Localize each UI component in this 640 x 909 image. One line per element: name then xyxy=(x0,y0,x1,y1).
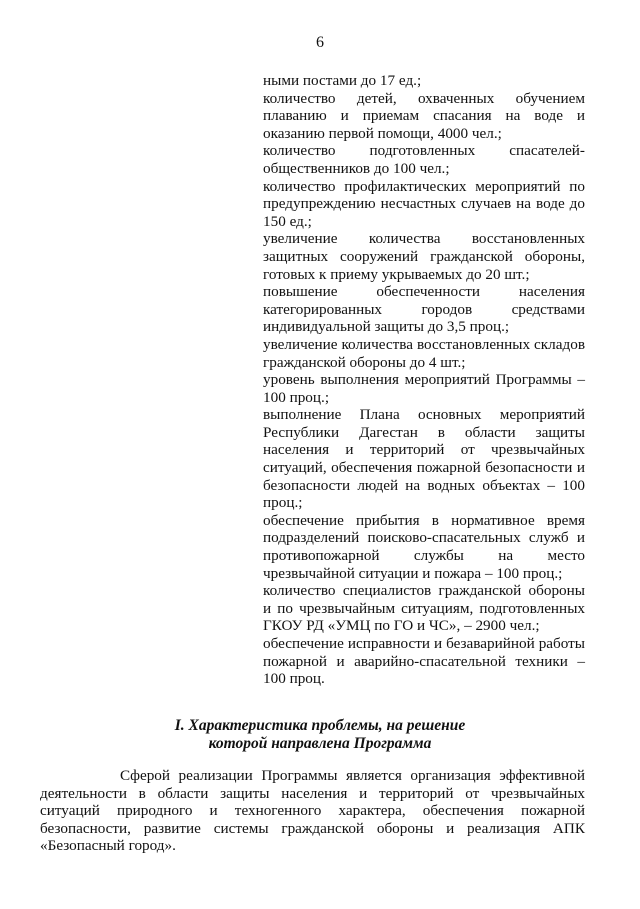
list-item: количество подготовленных спасателей-общественников до 100 чел.; xyxy=(263,142,585,177)
list-item: количество профилактических мероприятий по предупреждению несчастных случаев на воде до 150 ед.; xyxy=(263,177,585,230)
section-heading-line-2: которой направлена Программа xyxy=(208,735,432,752)
list-item: обеспечение прибытия в нормативное время подразделений поисково-спасательных служб и противопожарной службы на место чрезвычайной ситуации и пожара – 100 проц.; xyxy=(263,511,585,582)
list-item: ными постами до 17 ед.; xyxy=(263,72,422,89)
list-item: обеспечение исправности и безаварийной работы пожарной и аварийно-спасательной техники – 100 проц. xyxy=(263,635,585,688)
section-heading-line-1: I. Характеристика проблемы, на решение xyxy=(174,717,466,734)
list-item: увеличение количества восстановленных складов гражданской обороны до 4 шт.; xyxy=(263,335,585,371)
list-item: выполнение Плана основных мероприятий Республики Дагестан в области защиты населения и территорий от чрезвычайных ситуаций, обеспечения пожарной безопасности и безопасности людей на водных объектах – 100 проц.; xyxy=(263,406,585,512)
list-item: количество детей, охваченных обучением плаванию и приемам спасания на воде и оказанию первой помощи, 4000 чел.; xyxy=(263,89,585,142)
list-item: увеличение количества восстановленных защитных сооружений гражданской обороны, готовых к приему укрываемых до 20 шт.; xyxy=(263,230,585,283)
list-item: уровень выполнения мероприятий Программы – 100 проц.; xyxy=(263,371,585,406)
section-body xyxy=(40,767,585,855)
body-paragraph: Сферой реализации Программы является организация эффективной деятельности в области защиты населения и территорий от чрезвычайных ситуаций природного и техногенного характера, обеспечения пожарной безопасности, развитие системы гражданской обороны и реализация АПК «Безопасный город». xyxy=(40,767,585,855)
indicator-list xyxy=(263,72,585,688)
page-number: 6 xyxy=(316,34,324,51)
section-heading xyxy=(0,717,640,753)
list-item: количество специалистов гражданской обороны и по чрезвычайным ситуациям, подготовленных ГКОУ РД «УМЦ по ГО и ЧС», – 2900 чел.; xyxy=(263,582,585,635)
list-item: повышение обеспеченности населения категорированных городов средствами индивидуальной защиты до 3,5 проц.; xyxy=(263,283,585,336)
